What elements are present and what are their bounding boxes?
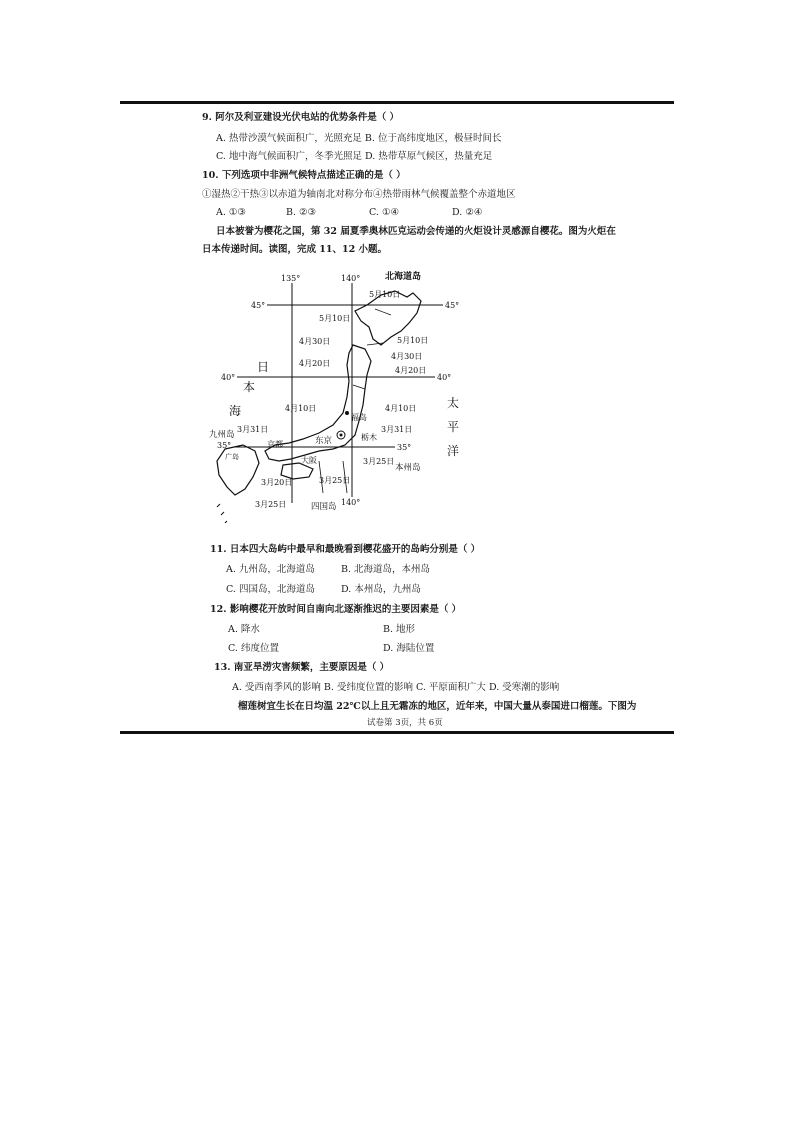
lon-140-top-label: 140° <box>341 274 361 283</box>
lat-40-left-label: 40° <box>221 373 236 382</box>
date-label-410-east: 4月10日 <box>385 404 417 413</box>
q12-option-d: D. 海陆位置 <box>383 643 435 654</box>
q11-option-d: D. 本州岛，九州岛 <box>341 584 421 595</box>
tokyo-label: 东京 <box>315 436 333 446</box>
intro-line-1: 日本被誉为樱花之国，第 32 届夏季奥林匹克运动会传递的火炬设计灵感源自樱花。图为火炬在 <box>216 226 616 237</box>
lat-35-right-label: 35° <box>397 443 412 452</box>
ryukyu-islets <box>217 504 227 523</box>
lat-45-right-label: 45° <box>445 301 460 310</box>
osaka-label: 大阪 <box>301 456 317 465</box>
q10-option-c: C. ①④ <box>369 207 400 218</box>
sea-of-japan-char-3: 海 <box>229 404 242 418</box>
date-label-430-east: 4月30日 <box>391 352 423 361</box>
date-label-325-south: 3月25日 <box>319 476 351 485</box>
q12-option-a: A. 降水 <box>228 624 260 635</box>
tochigi-label: 栃木 <box>361 433 377 442</box>
q13-stem: 13. 南亚旱涝灾害频繁，主要原因是（ ） <box>214 662 390 673</box>
sea-of-japan-char-1: 日 <box>257 360 270 374</box>
pacific-char-1: 太 <box>447 396 460 410</box>
date-label-410-west: 4月10日 <box>285 404 317 413</box>
q10-items: ①湿热②干热③以赤道为轴南北对称分布④热带雨林气候覆盖整个赤道地区 <box>202 189 516 200</box>
date-label-331-west: 3月31日 <box>237 425 269 434</box>
lon-140-bottom-label: 140° <box>341 498 361 507</box>
shikoku-outline <box>281 463 313 479</box>
q10-option-b: B. ②③ <box>286 207 317 218</box>
date-label-420-east: 4月20日 <box>395 366 427 375</box>
date-label-430-west: 4月30日 <box>299 337 331 346</box>
date-label-325-kyushu: 3月25日 <box>255 500 287 509</box>
kyushu-label: 九州岛 <box>209 430 235 440</box>
q10-option-d: D. ②④ <box>452 207 483 218</box>
q11-option-c: C. 四国岛，北海道岛 <box>226 584 315 595</box>
page-footer: 试卷第 3页，共 6页 <box>367 718 443 728</box>
q13-options: A. 受西南季风的影响 B. 受纬度位置的影响 C. 平原面积广大 D. 受寒潮的影响 <box>232 682 560 693</box>
hiroshima-label: 广岛 <box>225 453 239 461</box>
fukushima-label: 福岛 <box>351 413 367 422</box>
lat-35-left-label: 35° <box>217 441 232 450</box>
date-label-510-west: 5月10日 <box>319 314 351 323</box>
date-label-320: 3月20日 <box>261 478 293 487</box>
q11-option-a: A. 九州岛，北海道岛 <box>226 564 315 575</box>
q9-options-ab: A. 热带沙漠气候面积广，光照充足 B. 位于高纬度地区，极昼时间长 <box>216 133 502 144</box>
date-label-510-hokkaido: 5月10日 <box>369 290 401 299</box>
date-label-420-west: 4月20日 <box>299 359 331 368</box>
bottom-rule <box>120 731 674 734</box>
q12-stem: 12. 影响樱花开放时间自南向北逐渐推迟的主要因素是（ ） <box>210 604 462 615</box>
q11-option-b: B. 北海道岛，本州岛 <box>341 564 431 575</box>
lat-40-right-label: 40° <box>437 373 452 382</box>
date-label-510-east: 5月10日 <box>397 336 429 345</box>
honshu-label: 本州岛 <box>395 463 421 473</box>
q11-stem: 11. 日本四大岛屿中最早和最晚看到樱花盛开的岛屿分别是（ ） <box>210 544 481 555</box>
date-label-331-east: 3月31日 <box>381 425 413 434</box>
top-rule <box>120 101 674 104</box>
pacific-char-3: 洋 <box>447 444 460 458</box>
durian-paragraph-start: 榴莲树宜生长在日均温 22℃以上且无霜冻的地区，近年来，中国大量从泰国进口榴莲。下图为 <box>238 701 637 712</box>
lon-135-label: 135° <box>281 274 301 283</box>
intro-line-2: 日本传递时间。读图，完成 11、12 小题。 <box>202 244 388 255</box>
fukushima-dot <box>345 411 349 415</box>
pacific-char-2: 平 <box>447 420 460 434</box>
date-label-325-east: 3月25日 <box>363 457 395 466</box>
q10-stem: 10. 下列选项中非洲气候特点描述正确的是（ ） <box>202 170 406 181</box>
q9-stem: 9. 阿尔及利亚建设光伏电站的优势条件是（ ） <box>202 112 400 123</box>
q9-options-cd: C. 地中海气候面积广，冬季光照足 D. 热带草原气候区，热量充足 <box>216 151 493 162</box>
lat-45-left-label: 45° <box>251 301 266 310</box>
hokkaido-label: 北海道岛 <box>385 272 422 282</box>
shikoku-label: 四国岛 <box>311 502 337 512</box>
q12-option-b: B. 地形 <box>383 624 416 635</box>
kyoto-label: 京都 <box>267 440 283 449</box>
q12-option-c: C. 纬度位置 <box>228 643 279 654</box>
sea-of-japan-char-2: 本 <box>243 380 256 394</box>
q10-option-a: A. ①③ <box>216 207 246 218</box>
japan-torch-relay-map <box>195 265 525 535</box>
